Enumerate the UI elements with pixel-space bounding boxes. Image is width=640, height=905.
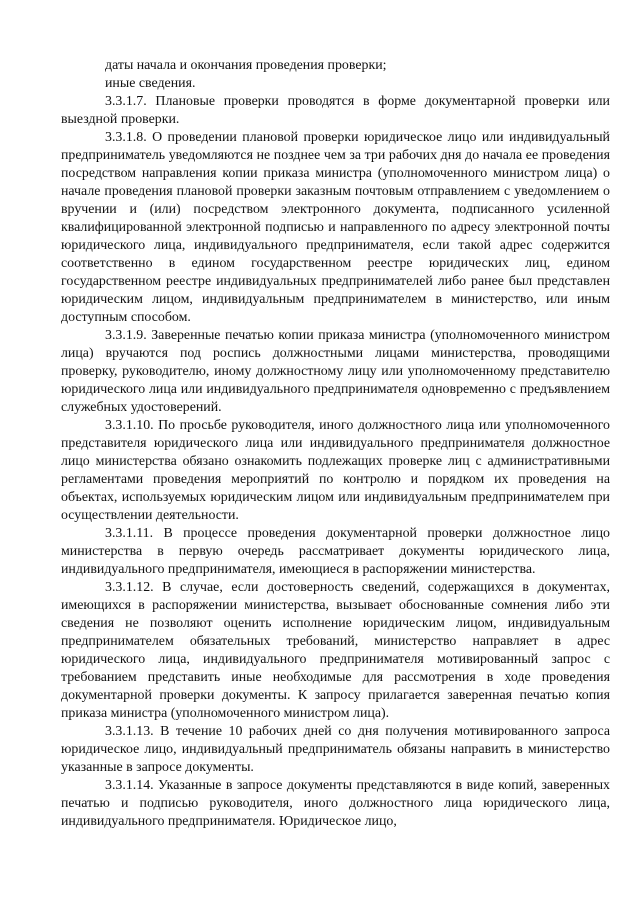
text-line: даты начала и окончания проведения проверки; — [105, 58, 387, 73]
paragraph-3-3-1-12: 3.3.1.12. В случае, если достоверность сведений, содержащихся в документах, имеющихся в распоряжении министерства, вызывает обоснованные сомнения либо эти сведения не позволяют оценить исполнение юридическим лицом, индивидуальным предпринимателем обязательных требований, министерство направляет в адрес юридического лица, индивидуального предпринимателя мотивированный запрос с требованием представить иные необходимые для рассмотрения в ходе проведения документарной проверки документы. К запросу прилагается заверенная печатью копия приказа министра (уполномоченного министром лица). — [61, 580, 610, 721]
paragraph-3-3-1-9: 3.3.1.9. Заверенные печатью копии приказа министра (уполномоченного министром лица) вручаются под роспись должностными лицами министерства, проводящими проверку, руководителю, иному должностному лицу или уполномоченному представителю юридического лица или индивидуального предпринимателя одновременно с предъявлением служебных удостоверений. — [61, 328, 610, 415]
paragraph-3-3-1-8: 3.3.1.8. О проведении плановой проверки юридическое лицо или индивидуальный предприниматель уведомляются не позднее чем за три рабочих дня до начала ее проведения посредством направления копии приказа министра (уполномоченного министром лица) о начале проведения плановой проверки заказным почтовым отправлением с уведомлением о вручении и (или) посредством электронного документа, подписанного усиленной квалифицированной электронной подписью и направленного по адресу электронной почты юридического лица, индивидуального предпринимателя, если такой адрес содержится соответственно в едином государственном реестре юридических лиц, едином государственном реестре индивидуальных предпринимателей либо ранее был представлен юридическим лицом, индивидуальным предпринимателем в министерство, или иным доступным способом. — [61, 130, 610, 325]
paragraph-3-3-1-7: 3.3.1.7. Плановые проверки проводятся в форме документарной проверки или выездной проверки. — [61, 94, 610, 127]
paragraph-3-3-1-13: 3.3.1.13. В течение 10 рабочих дней со дня получения мотивированного запроса юридическое лицо, индивидуальный предприниматель обязаны направить в министерство указанные в запросе документы. — [61, 724, 610, 775]
document-page — [61, 57, 610, 831]
paragraph-3-3-1-10: 3.3.1.10. По просьбе руководителя, иного должностного лица или уполномоченного представителя юридического лица или индивидуального предпринимателя должностное лицо министерства обязано ознакомить подлежащих проверке лиц с административными регламентами проведения мероприятий по контролю и порядком их проведения на объектах, используемых юридическим лицом или индивидуальным предпринимателем при осуществлении деятельности. — [61, 418, 610, 523]
text-line: иные сведения. — [105, 76, 196, 91]
paragraph-3-3-1-11: 3.3.1.11. В процессе проведения документарной проверки должностное лицо министерства в первую очередь рассматривает документы юридического лица, индивидуального предпринимателя, имеющиеся в распоряжении министерства. — [61, 526, 610, 577]
paragraph-3-3-1-14: 3.3.1.14. Указанные в запросе документы представляются в виде копий, заверенных печатью и подписью руководителя, иного должностного лица юридического лица, индивидуального предпринимателя. Юридическое лицо, — [61, 778, 610, 829]
